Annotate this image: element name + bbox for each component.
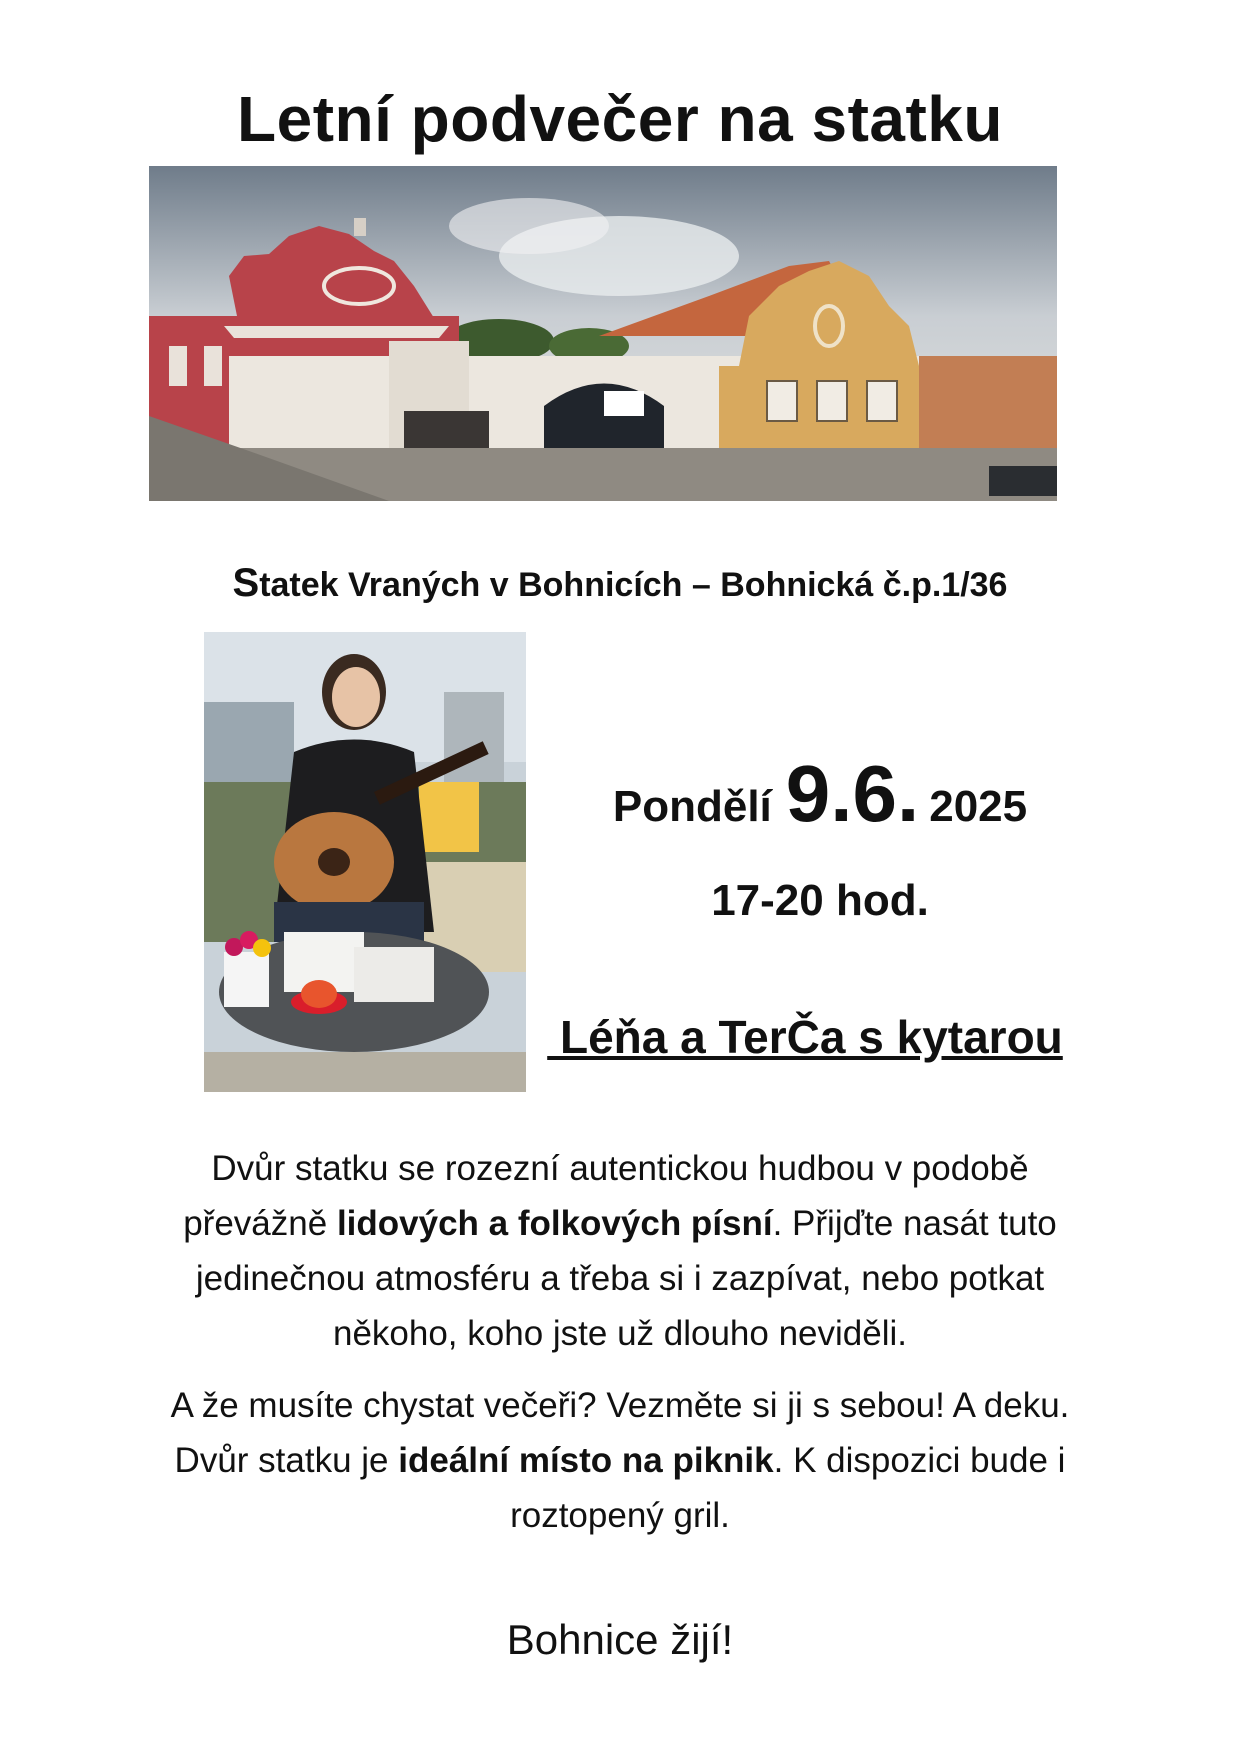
farmstead-illustration bbox=[149, 166, 1057, 501]
description-1-highlight: lidových a folkových písní bbox=[336, 1204, 773, 1243]
event-date-number: 9.6. bbox=[785, 749, 920, 838]
address-initial: S bbox=[232, 561, 260, 605]
address-text: tatek Vraných v Bohnicích – Bohnická č.p.1/36 bbox=[259, 566, 1008, 604]
event-performers: Léňa a TerČa s kytarou bbox=[547, 1011, 1063, 1063]
event-year: 2025 bbox=[929, 782, 1028, 831]
slogan: Bohnice žijí! bbox=[506, 1616, 734, 1663]
poster-title: Letní podvečer na statku bbox=[237, 83, 1003, 155]
description-1-text-a: Dvůr statku se rozezní autentickou hudbou v podobě převážně bbox=[183, 1149, 1029, 1243]
event-day: Pondělí bbox=[612, 782, 772, 831]
description-paragraph-1 bbox=[150, 1141, 1090, 1361]
farmstead-photo bbox=[149, 166, 1057, 501]
description-1-text-c: . Přijďte nasát tuto jedinečnou atmosféru a třeba si i zazpívat, nebo potkat někoho, koho jste už dlouho neviděli. bbox=[195, 1204, 1057, 1353]
description-2-text-a: A že musíte chystat večeři? Vezměte si ji s sebou! A deku. Dvůr statku je bbox=[170, 1386, 1070, 1480]
guitarist-photo bbox=[204, 632, 526, 1092]
event-time: 17-20 hod. bbox=[711, 876, 929, 925]
description-paragraph-2 bbox=[150, 1378, 1090, 1543]
venue-address bbox=[0, 561, 1240, 606]
guitarist-illustration bbox=[204, 632, 526, 1092]
event-date bbox=[560, 748, 1080, 840]
description-2-highlight: ideální místo na piknik bbox=[398, 1441, 774, 1480]
description-2-text-c: . K dispozici bude i roztopený gril. bbox=[510, 1441, 1066, 1535]
